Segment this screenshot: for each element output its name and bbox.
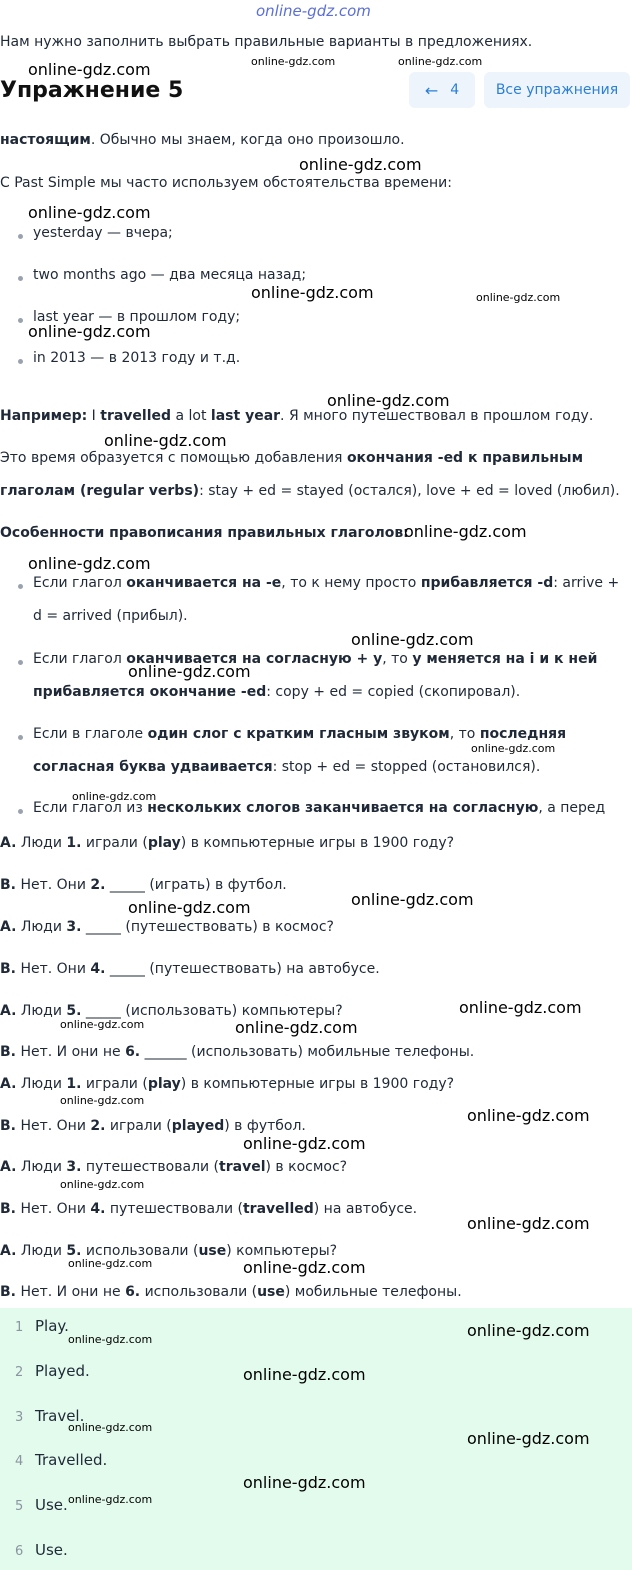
rule-2-line-1: Если глагол оканчивается на согласную + у, то у меняется на i и к ней [33,651,598,667]
time-expression-item: two months ago — два месяца назад; [33,267,307,283]
watermark-text: online-gdz.com [128,662,251,681]
time-expression-item: yesterday — вчера; [33,225,173,241]
formation-line-1: Это время образуется с помощью добавления окончания -ed к правильным [0,450,584,466]
bullet-dot [18,234,23,239]
watermark-text: online-gdz.com [243,1473,366,1492]
answer-text: Played. [35,1362,90,1380]
bullet-dot [18,318,23,323]
watermark-text: online-gdz.com [476,291,561,304]
watermark-text: online-gdz.com [68,1333,153,1346]
watermark-top: online-gdz.com [256,2,371,20]
watermark-text: online-gdz.com [398,55,483,68]
solution-line: A. Люди 1. играли (play) в компьютерные игры в 1900 году? [0,1076,455,1092]
watermark-text: online-gdz.com [28,554,151,573]
answer-text: Use. [35,1496,68,1514]
watermark-text: online-gdz.com [404,522,527,541]
watermark-text: online-gdz.com [243,1365,366,1384]
formation-line-2: глаголам (regular verbs): stay + ed = stayed (остался), love + ed = loved (любил). [0,483,620,499]
watermark-text: online-gdz.com [60,1018,145,1031]
solution-line: B. Нет. Они 2. играли (played) в футбол. [0,1118,306,1134]
all-exercises-label: Все упражнения [495,82,619,98]
watermark-text: online-gdz.com [60,1094,145,1107]
answer-number: 4 [15,1454,24,1469]
time-expression-item: in 2013 — в 2013 году и т.д. [33,350,241,366]
solution-line: B. Нет. И они не 6. использовали (use) мобильные телефоны. [0,1284,462,1300]
answer-number: 3 [15,1410,24,1425]
watermark-text: online-gdz.com [128,898,251,917]
prev-exercise-button[interactable] [409,72,475,108]
bullet-dot [18,359,23,364]
time-expression-item: last year — в прошлом году; [33,309,241,325]
task-line: A. Люди 1. играли (play) в компьютерные игры в 1900 году? [0,835,455,851]
watermark-text: online-gdz.com [28,203,151,222]
watermark-text: online-gdz.com [459,998,582,1017]
task-line: B. Нет. Они 2. _____ (играть) в футбол. [0,877,287,893]
bullet-dot [18,735,23,740]
watermark-text: online-gdz.com [243,1258,366,1277]
watermark-text: online-gdz.com [235,1018,358,1037]
answer-text: Travel. [35,1407,85,1425]
answer-text: Travelled. [35,1451,108,1469]
watermark-text: online-gdz.com [471,742,556,755]
answer-text: Play. [35,1317,69,1335]
bullet-dot [18,809,23,814]
solution-line: A. Люди 3. путешествовали (travel) в космос? [0,1159,348,1175]
theory-line-2: С Past Simple мы часто используем обстоятельства времени: [0,175,452,191]
watermark-text: online-gdz.com [251,55,336,68]
rule-1-line-1: Если глагол оканчивается на -е, то к нему просто прибавляется -d: arrive + [33,575,620,591]
bullet-dot [18,660,23,665]
all-exercises-button[interactable] [484,72,630,108]
task-line: A. Люди 5. _____ (использовать) компьютеры? [0,1003,343,1019]
watermark-text: online-gdz.com [467,1214,590,1233]
watermark-text: online-gdz.com [68,1257,153,1270]
bullet-dot [18,584,23,589]
rule-2-line-2: прибавляется окончание -ed: copy + ed = copied (скопировал). [33,684,521,700]
rule-1-line-2: d = arrived (прибыл). [33,608,188,624]
page-title: Упражнение 5 [0,78,184,103]
rule-4-line-1: Если глагол из нескольких слогов заканчивается на согласную, а перед [33,800,606,816]
answer-number: 2 [15,1365,24,1380]
spelling-title: Особенности правописания правильных глаголов: [0,525,409,541]
watermark-text: online-gdz.com [60,1178,145,1191]
watermark-text: online-gdz.com [467,1106,590,1125]
watermark-text: online-gdz.com [351,630,474,649]
watermark-text: online-gdz.com [299,155,422,174]
intro-text: Нам нужно заполнить выбрать правильные варианты в предложениях. [0,34,533,50]
theory-line-1: настоящим. Обычно мы знаем, когда оно произошло. [0,132,405,148]
bullet-dot [18,276,23,281]
watermark-text: online-gdz.com [351,890,474,909]
watermark-text: online-gdz.com [251,283,374,302]
watermark-text: online-gdz.com [467,1321,590,1340]
watermark-text: online-gdz.com [28,322,151,341]
rule-3-line-1: Если в глаголе один слог с кратким гласным звуком, то последняя [33,726,567,742]
arrow-left-icon: ← [424,80,439,100]
answer-number: 1 [15,1320,24,1335]
task-line: B. Нет. Они 4. _____ (путешествовать) на автобусе. [0,961,380,977]
watermark-text: online-gdz.com [327,391,450,410]
task-line: B. Нет. И они не 6. ______ (использовать) мобильные телефоны. [0,1044,475,1060]
watermark-text: online-gdz.com [72,790,157,803]
task-line: A. Люди 3. _____ (путешествовать) в космос? [0,919,334,935]
watermark-text: online-gdz.com [467,1429,590,1448]
example-line: Например: I travelled a lot last year. Я много путешествовал в прошлом году. [0,408,594,424]
rule-3-line-2: согласная буква удваивается: stop + ed = stopped (остановился). [33,759,541,775]
answer-text: Use. [35,1541,68,1559]
answer-number: 6 [15,1544,24,1559]
watermark-text: online-gdz.com [68,1421,153,1434]
answer-number: 5 [15,1499,24,1514]
watermark-text: online-gdz.com [28,60,151,79]
solution-line: B. Нет. Они 4. путешествовали (travelled) на автобусе. [0,1201,418,1217]
prev-exercise-label: 4 [450,82,460,98]
watermark-text: online-gdz.com [104,431,227,450]
watermark-text: online-gdz.com [243,1134,366,1153]
watermark-text: online-gdz.com [68,1493,153,1506]
solution-line: A. Люди 5. использовали (use) компьютеры? [0,1243,338,1259]
